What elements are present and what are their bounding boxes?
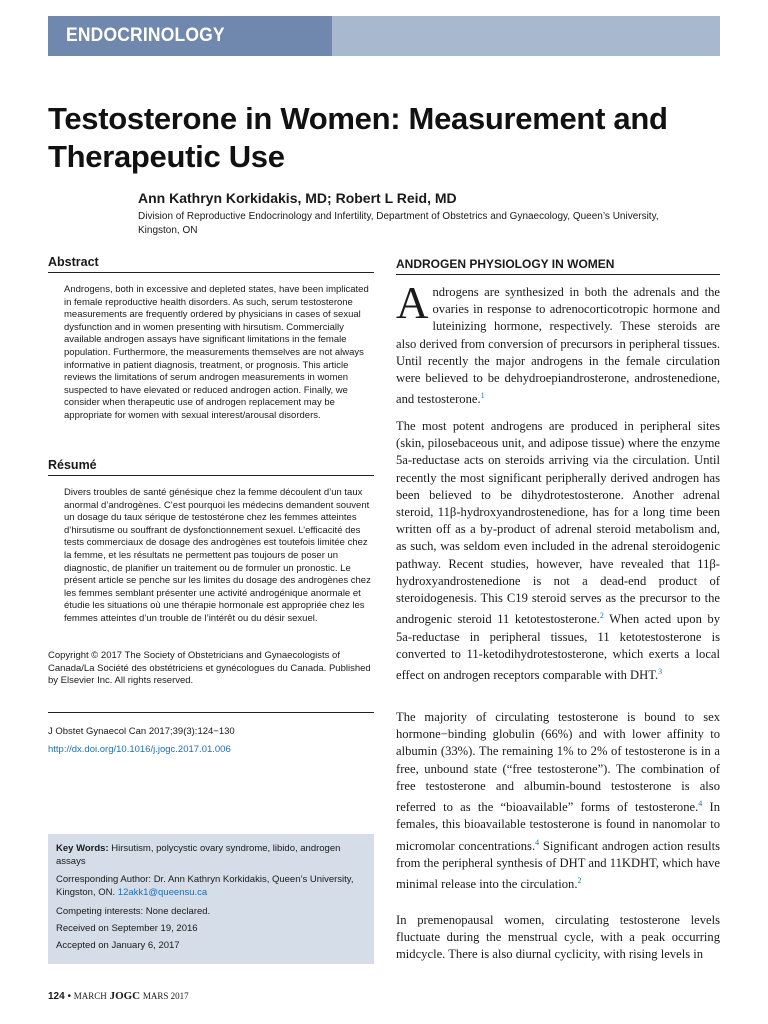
- paragraph-3-text-b: In females, this bioavailable testosterone is found in nanomolar to micromolar concentrations.: [396, 800, 721, 853]
- authors: Ann Kathryn Korkidakis, MD; Robert L Reid, MD: [138, 190, 457, 206]
- reference-link[interactable]: 4: [535, 837, 540, 847]
- abstract-text: Androgens, both in excessive and depleted states, have been implicated in female reproductive health disorders. As such, serum testosterone measurements are frequently ordered by physicians in cases of sexual dysfunction and in women presenting with hirsutism. Commercially available androgen assays have significant limitations in the female population. Furthermore, the measurements themselves are not always informative in patient diagnosis, treatment, or prognosis. This article reviews the limitations of serum androgen measurements in women suspected to have elevated or reduced androgen action. Finally, we consider when therapeutic use of androgen replacement may be appropriate for women with sexual interest/arousal disorders.: [64, 284, 369, 421]
- banner-label-block: [48, 16, 332, 56]
- footer-month: MARCH: [73, 991, 107, 1001]
- copyright-notice: Copyright © 2017 The Society of Obstetricians and Gynaecologists of Canada/La Société des obstétriciens et gynécologues du Canada. Published by Elsevier Inc. All rights reserved.: [48, 650, 371, 687]
- page-footer: [48, 990, 189, 1002]
- accepted-date: Accepted on January 6, 2017: [56, 940, 180, 951]
- footer-date: MARS 2017: [142, 991, 189, 1001]
- keywords: [56, 843, 366, 868]
- paragraph-1-text: ndrogens are synthesized in both the adrenals and the ovaries in response to adrenocorticotropic hormone and luteinizing hormone, respectively. These steroids are also derived from conversion of precursors in peripheral tissues. Until recently the major androgens in the female circulation were believed to be dehydroepiandrosterone, androstenedione, and testosterone.: [396, 285, 720, 407]
- email-link[interactable]: 12akk1@queensu.ca: [117, 886, 208, 898]
- abstract-heading: Abstract: [48, 255, 99, 269]
- section-rule: [396, 274, 720, 275]
- paragraph-2-text-a: The most potent androgens are produced in peripheral sites (skin, pilosebaceous unit, and adipose tissue) where the enzyme 5a-reductase acts on steroids arriving via the circulation. Until recently the most significant peripherally derived androgen has been believed to be dihydrotestosterone. Another adrenal steroid, 11β-hydroxyandrostenedione, has for a long time been written off as a by-product of adrenal steroid metabolism and, as such, was seldom even included in the adrenal steroidogenic pathway. Recent studies, however, have revealed that 11β-hydroxyandrostenedione is not a dead-end product of steroidogenesis. This C19 steroid serves as the precursor to the androgenic steroid 11 ketotestosterone.: [396, 419, 720, 627]
- reference-link[interactable]: 2: [599, 611, 604, 621]
- resume-text: Divers troubles de santé génésique chez la femme découlent d’un taux anormal d’androgènes. C’est pourquoi les médecins demandent souvent un dosage du taux sérique de testostérone chez les femmes atteintes d’hirsutisme ou souffrant de dysfonctionnement sexuel. L’efficacité des tests commerciaux de dosage des androgènes est toutefois limitée chez la femme, et les résultats ne permettent pas toujours de poser un diagnostic, de planifier un traitement ou de formuler un pronostic. Le présent article se penche sur les limites du dosage des androgènes chez les femmes semblant présenter une activité androgénique anormale et étudie les situations où une thérapie hormonale est appropriée chez les femmes atteintes d’un trouble de l’intérêt ou du désir sexuel.: [64, 487, 371, 624]
- resume-heading: Résumé: [48, 458, 97, 472]
- keywords-label: Key Words:: [56, 843, 109, 854]
- paragraph-4-text: In premenopausal women, circulating testosterone levels fluctuate during the menstrual cycle, with a peak occurring midcycle. There is also diurnal cyclicity, with rising levels in: [396, 913, 720, 962]
- citation-rule: [48, 712, 374, 713]
- received-date: Received on September 19, 2016: [56, 923, 198, 934]
- key-words-box: [48, 834, 374, 964]
- reference-link[interactable]: 4: [698, 799, 703, 809]
- paragraph-2-text-b: When acted upon by 5a-reductase in peripheral tissues, 11 ketotestosterone is converted to 11-ketodihydrotestosterone, which exerts a local effect on androgen receptors comparable with DHT.: [396, 612, 720, 683]
- section-banner: [48, 16, 720, 56]
- paragraph-3-text-a: The majority of circulating testosterone is bound to sex hormone−binding globulin (66%) and with lower affinity to albumin (33%). The remaining 1% to 2% of testosterone is in a free, unbound state (“free testosterone”). The combination of free testosterone and albumin-bound testosterone is also referred to as the “bioavailable” forms of testosterone.: [396, 710, 720, 815]
- paragraph-3: [396, 709, 720, 894]
- paragraph-1: [396, 278, 720, 409]
- doi-link[interactable]: http://dx.doi.org/10.1016/j.jogc.2017.01.006: [48, 744, 231, 755]
- reference-link[interactable]: 2: [577, 876, 582, 886]
- reference-link[interactable]: 1: [480, 391, 485, 401]
- drop-cap: A: [396, 278, 429, 328]
- reference-link[interactable]: 3: [658, 667, 663, 677]
- footer-bullet: •: [67, 991, 71, 1002]
- corresponding-text: Corresponding Author: Dr. Ann Kathryn Korkidakis, Queen’s University, Kingston, ON.: [56, 874, 354, 898]
- paragraph-4: [396, 912, 720, 964]
- article-title: Testosterone in Women: Measurement and Therapeutic Use: [48, 101, 668, 174]
- journal-citation: J Obstet Gynaecol Can 2017;39(3):124−130: [48, 726, 235, 737]
- corresponding-author: [56, 874, 366, 899]
- resume-rule: [48, 475, 374, 476]
- banner-label: ENDOCRINOLOGY: [66, 25, 225, 46]
- paragraph-3-text-c: Significant androgen action results from the peripheral synthesis of DHT and 11KDHT, which have minimal release into the circulation.: [396, 838, 721, 892]
- affiliation: Division of Reproductive Endocrinology and Infertility, Department of Obstetrics and Gynaecology, Queen’s University, Kingston, ON: [138, 211, 659, 236]
- page-number: 124: [48, 991, 65, 1002]
- abstract-rule: [48, 272, 374, 273]
- section-heading: ANDROGEN PHYSIOLOGY IN WOMEN: [396, 257, 615, 271]
- paragraph-2: [396, 418, 720, 684]
- banner-fill: [332, 16, 720, 56]
- competing-interests: Competing interests: None declared.: [56, 906, 211, 917]
- footer-journal: JOGC: [109, 990, 141, 1002]
- keywords-text: Hirsutism, polycystic ovary syndrome, libido, androgen assays: [56, 843, 341, 867]
